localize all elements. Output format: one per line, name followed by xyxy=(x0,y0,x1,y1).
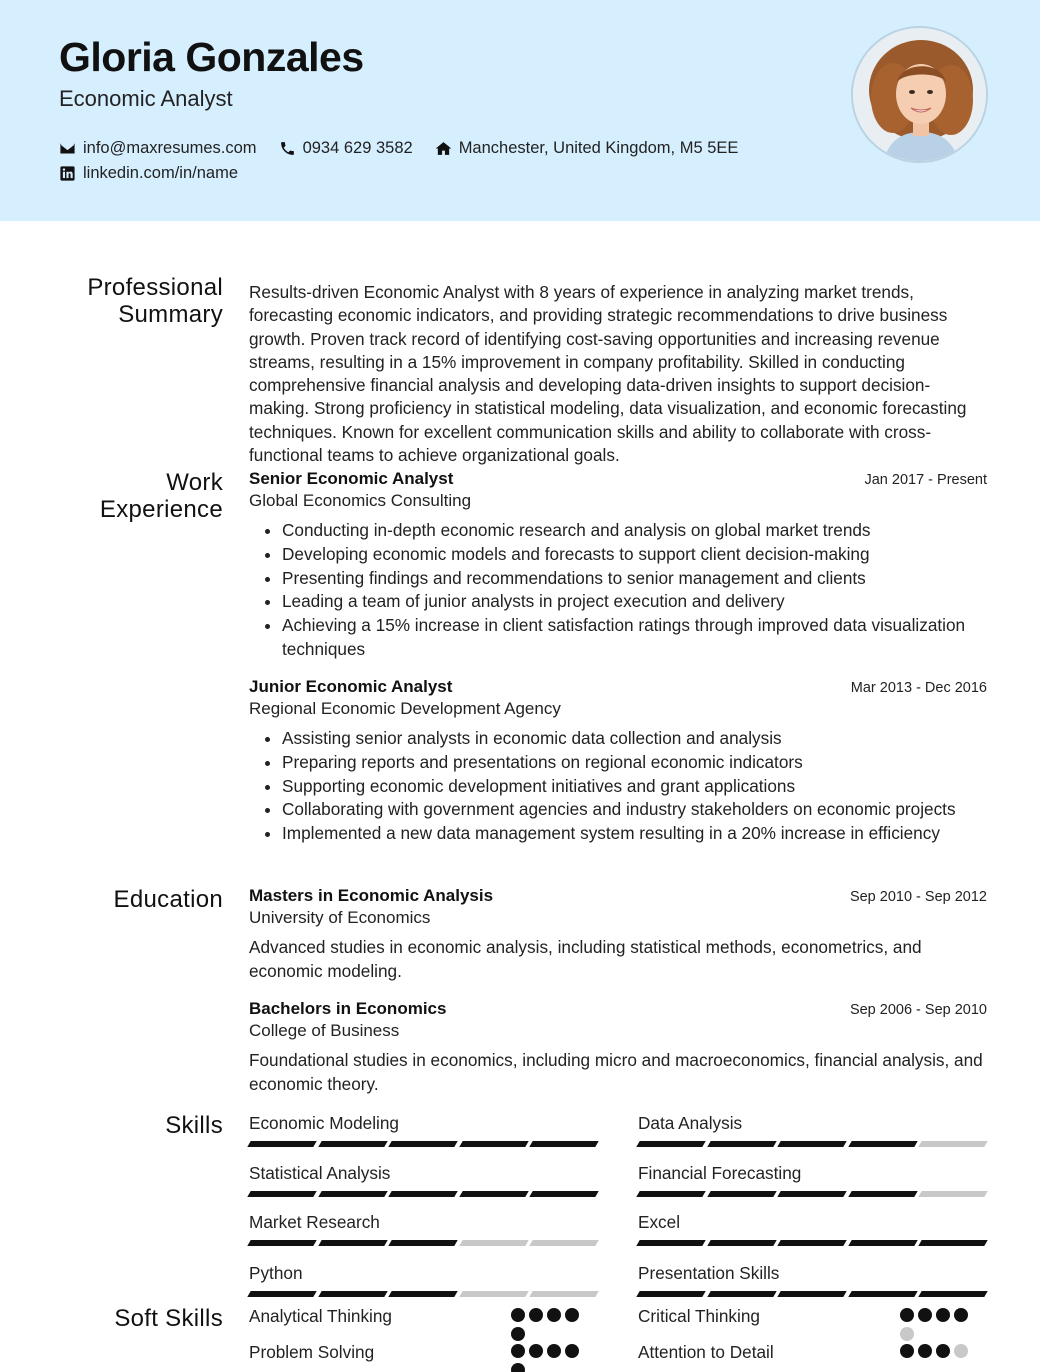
edu-date: Sep 2006 - Sep 2010 xyxy=(849,1002,987,1018)
rating-segment xyxy=(918,1141,987,1147)
rating-segment xyxy=(388,1191,457,1197)
skill-name: Statistical Analysis xyxy=(249,1163,391,1183)
rating-dot xyxy=(918,1344,932,1358)
contact-linkedin[interactable] xyxy=(59,164,238,183)
contact-row-2 xyxy=(59,164,260,183)
rating-segment xyxy=(529,1291,598,1297)
address-text: Manchester, United Kingdom, M5 5EE xyxy=(458,139,739,157)
degree: Masters in Economic Analysis xyxy=(249,886,494,905)
rating-dot xyxy=(511,1344,525,1358)
rating-segment xyxy=(388,1240,457,1246)
skill-item xyxy=(638,1212,986,1246)
rating-dot xyxy=(565,1308,579,1322)
job-entry xyxy=(249,469,987,662)
list-item: • Presenting findings and recommendations to senior management and clients xyxy=(282,567,987,591)
soft-skill-name: Attention to Detail xyxy=(638,1342,774,1362)
rating-dot xyxy=(900,1327,914,1341)
section-title-work: Work Experience xyxy=(99,469,223,523)
phone-icon xyxy=(279,140,296,157)
job-date: Jan 2017 - Present xyxy=(864,472,987,488)
section-title-skills: Skills xyxy=(165,1112,223,1139)
rating-segment xyxy=(707,1291,776,1297)
rating-segment xyxy=(318,1141,387,1147)
rating-segment xyxy=(459,1191,528,1197)
rating-dot xyxy=(547,1344,561,1358)
rating-dot xyxy=(900,1308,914,1322)
soft-skill-rating xyxy=(511,1344,586,1372)
list-item: • Leading a team of junior analysts in project execution and delivery xyxy=(282,590,987,614)
rating-dot xyxy=(936,1344,950,1358)
candidate-name: Gloria Gonzales xyxy=(59,34,364,80)
rating-segment xyxy=(848,1291,917,1297)
job-bullets xyxy=(249,519,987,662)
rating-segment xyxy=(247,1291,316,1297)
rating-segment xyxy=(636,1191,705,1197)
skill-rating-bar xyxy=(249,1191,597,1197)
job-date: Mar 2013 - Dec 2016 xyxy=(850,680,987,696)
rating-dot xyxy=(900,1344,914,1358)
job-bullets xyxy=(249,727,987,846)
skill-name: Market Research xyxy=(249,1212,380,1232)
skill-name: Python xyxy=(249,1263,303,1283)
envelope-icon xyxy=(59,140,76,157)
edu-date: Sep 2010 - Sep 2012 xyxy=(849,889,987,905)
job-entry xyxy=(249,677,987,846)
list-item: • Achieving a 15% increase in client satisfaction ratings through improved data visualization techniques xyxy=(282,614,987,662)
rating-segment xyxy=(529,1191,598,1197)
section-title-education: Education xyxy=(113,886,223,913)
linkedin-text: linkedin.com/in/name xyxy=(83,164,238,182)
email-text: info@maxresumes.com xyxy=(83,139,257,157)
section-title-soft-skills: Soft Skills xyxy=(114,1305,223,1332)
school: College of Business xyxy=(249,1021,400,1040)
rating-segment xyxy=(777,1291,846,1297)
soft-skill-rating xyxy=(900,1344,975,1363)
school: University of Economics xyxy=(249,908,431,927)
avatar xyxy=(851,26,988,163)
edu-desc: Advanced studies in economic analysis, including statistical methods, econometrics, and economic modeling. xyxy=(249,937,922,981)
education-entry xyxy=(249,886,987,983)
rating-segment xyxy=(459,1291,528,1297)
rating-dot xyxy=(511,1327,525,1341)
list-item: • Supporting economic development initiatives and grant applications xyxy=(282,775,987,799)
rating-segment xyxy=(848,1191,917,1197)
soft-skill-item xyxy=(638,1342,986,1363)
soft-skill-name: Problem Solving xyxy=(249,1342,375,1362)
list-item: • Developing economic models and forecasts to support client decision-making xyxy=(282,543,987,567)
skill-rating-bar xyxy=(638,1240,986,1246)
rating-dot xyxy=(511,1308,525,1322)
skill-name: Data Analysis xyxy=(638,1113,743,1133)
soft-skill-name: Analytical Thinking xyxy=(249,1306,392,1326)
linkedin-icon xyxy=(59,165,76,182)
skill-rating-bar xyxy=(249,1240,597,1246)
skill-rating-bar xyxy=(249,1291,597,1297)
rating-segment xyxy=(247,1191,316,1197)
rating-segment xyxy=(848,1141,917,1147)
rating-segment xyxy=(707,1141,776,1147)
rating-segment xyxy=(777,1240,846,1246)
rating-segment xyxy=(636,1291,705,1297)
rating-dot xyxy=(565,1344,579,1358)
edu-desc: Foundational studies in economics, including micro and macroeconomics, financial analysis, and economic theory. xyxy=(249,1050,983,1094)
rating-dot xyxy=(547,1308,561,1322)
rating-segment xyxy=(529,1141,598,1147)
rating-segment xyxy=(318,1240,387,1246)
rating-segment xyxy=(918,1240,987,1246)
list-item: • Conducting in-depth economic research and analysis on global market trends xyxy=(282,519,987,543)
job-title: Senior Economic Analyst xyxy=(249,469,454,488)
skill-item xyxy=(249,1212,597,1246)
rating-segment xyxy=(247,1141,316,1147)
rating-dot xyxy=(511,1363,525,1372)
rating-dot xyxy=(529,1308,543,1322)
rating-segment xyxy=(247,1240,316,1246)
rating-segment xyxy=(636,1141,705,1147)
rating-dot xyxy=(936,1308,950,1322)
rating-segment xyxy=(777,1141,846,1147)
list-item: • Assisting senior analysts in economic data collection and analysis xyxy=(282,727,987,751)
rating-dot xyxy=(918,1308,932,1322)
education-entry xyxy=(249,999,987,1096)
list-item: • Collaborating with government agencies and industry stakeholders on economic projects xyxy=(282,798,987,822)
skill-item xyxy=(638,1263,986,1297)
skill-item xyxy=(249,1163,597,1197)
phone-text: 0934 629 3582 xyxy=(302,139,413,157)
soft-skill-item xyxy=(638,1306,986,1327)
rating-segment xyxy=(707,1191,776,1197)
header-banner xyxy=(0,0,1040,221)
job-title: Junior Economic Analyst xyxy=(249,677,453,696)
skill-rating-bar xyxy=(638,1141,986,1147)
job-org: Global Economics Consulting xyxy=(249,491,472,510)
skill-rating-bar xyxy=(638,1191,986,1197)
rating-segment xyxy=(388,1141,457,1147)
skill-item xyxy=(638,1163,986,1197)
rating-segment xyxy=(777,1191,846,1197)
degree: Bachelors in Economics xyxy=(249,999,447,1018)
soft-skill-item xyxy=(249,1342,597,1363)
rating-segment xyxy=(459,1240,528,1246)
summary-text: Results-driven Economic Analyst with 8 years of experience in analyzing market trends, forecasting economic indicators, and providing strategic recommendations to drive business growth. Proven track record of identifying cost-saving opportunities and increasing revenue streams, resulting in a 15% improvement in company profitability. Skilled in conducting comprehensive financial analysis and developing data-driven insights to support decision-making. Strong proficiency in statistical modeling, data visualization, and economic forecasting techniques. Known for excellent communication skills and ability to collaborate with cross-functional teams to achieve organizational goals. xyxy=(249,282,967,466)
list-item: • Preparing reports and presentations on regional economic indicators xyxy=(282,751,987,775)
skill-item xyxy=(249,1263,597,1297)
section-title-summary: Professional Summary xyxy=(87,274,223,328)
rating-segment xyxy=(636,1240,705,1246)
soft-skill-rating xyxy=(900,1308,975,1346)
rating-segment xyxy=(918,1191,987,1197)
rating-segment xyxy=(707,1240,776,1246)
skill-item xyxy=(249,1113,597,1147)
rating-dot xyxy=(529,1344,543,1358)
soft-skill-name: Critical Thinking xyxy=(638,1306,760,1326)
skill-name: Economic Modeling xyxy=(249,1113,399,1133)
rating-dot xyxy=(954,1344,968,1358)
rating-segment xyxy=(848,1240,917,1246)
list-item: • Implemented a new data management system resulting in a 20% increase in efficiency xyxy=(282,822,987,846)
rating-segment xyxy=(318,1191,387,1197)
rating-segment xyxy=(388,1291,457,1297)
job-org: Regional Economic Development Agency xyxy=(249,699,561,718)
rating-segment xyxy=(918,1291,987,1297)
skill-rating-bar xyxy=(638,1291,986,1297)
contact-address xyxy=(435,139,739,158)
rating-segment xyxy=(459,1141,528,1147)
skill-item xyxy=(638,1113,986,1147)
home-icon xyxy=(435,140,452,157)
soft-skill-rating xyxy=(511,1308,586,1346)
rating-segment xyxy=(529,1240,598,1246)
contact-row-1 xyxy=(59,139,760,158)
contact-phone[interactable] xyxy=(279,139,413,158)
skill-rating-bar xyxy=(249,1141,597,1147)
rating-segment xyxy=(318,1291,387,1297)
rating-dot xyxy=(954,1308,968,1322)
contact-email[interactable] xyxy=(59,139,257,158)
skill-name: Presentation Skills xyxy=(638,1263,780,1283)
candidate-title: Economic Analyst xyxy=(59,86,233,111)
soft-skill-item xyxy=(249,1306,597,1327)
skill-name: Financial Forecasting xyxy=(638,1163,802,1183)
skill-name: Excel xyxy=(638,1212,681,1232)
